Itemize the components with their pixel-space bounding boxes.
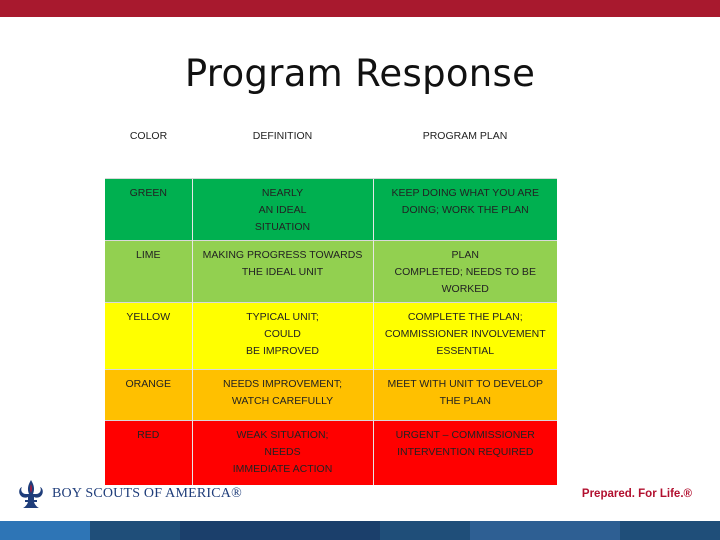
definition-cell	[192, 370, 373, 421]
definition-line: NEARLY	[261, 187, 304, 199]
table-row-yellow	[105, 303, 557, 370]
plan-line: MEET WITH UNIT TO DEVELOP	[387, 378, 544, 390]
plan-cell	[373, 179, 557, 241]
table-row-red	[105, 421, 557, 486]
definition-line: SITUATION	[254, 221, 311, 233]
definition-line: AN IDEAL	[258, 204, 307, 216]
plan-line: PLAN	[451, 249, 479, 261]
plan-cell	[373, 241, 557, 303]
header-definition: DEFINITION	[252, 130, 313, 142]
header-program-plan: PROGRAM PLAN	[422, 130, 508, 142]
table-row-orange	[105, 370, 557, 421]
definition-line: WATCH CAREFULLY	[231, 395, 334, 407]
color-cell: YELLOW	[105, 303, 192, 370]
plan-line: COMPLETE THE PLAN;	[407, 311, 523, 323]
definition-cell	[192, 303, 373, 370]
definition-line: MAKING PROGRESS TOWARDS	[202, 249, 363, 261]
definition-line: TYPICAL UNIT;	[246, 311, 319, 323]
plan-line: URGENT – COMMISSIONER	[395, 429, 535, 441]
definition-line: BE IMPROVED	[246, 345, 319, 357]
definition-cell	[192, 179, 373, 241]
table-row-lime	[105, 241, 557, 303]
fleur-de-lis-icon	[16, 478, 46, 512]
plan-cell	[373, 303, 557, 370]
color-cell: LIME	[105, 241, 192, 303]
color-cell: ORANGE	[105, 370, 192, 421]
top-accent-bar	[0, 0, 720, 17]
plan-line: WORKED	[441, 283, 489, 295]
definition-line: NEEDS IMPROVEMENT;	[222, 378, 343, 390]
definition-cell	[192, 421, 373, 486]
plan-line: INTERVENTION REQUIRED	[397, 446, 534, 458]
plan-line: ESSENTIAL	[436, 345, 495, 357]
footer-strip	[0, 521, 720, 540]
color-cell: GREEN	[105, 179, 192, 241]
table-row-green	[105, 179, 557, 241]
plan-line: COMPLETED; NEEDS TO BE	[394, 266, 536, 278]
plan-line: THE PLAN	[439, 395, 491, 407]
plan-cell	[373, 370, 557, 421]
definition-line: WEAK SITUATION;	[236, 429, 329, 441]
plan-cell	[373, 421, 557, 486]
plan-line: KEEP DOING WHAT YOU ARE	[391, 187, 539, 199]
definition-line: IMMEDIATE ACTION	[232, 463, 333, 475]
slide-title: Program Response	[184, 52, 536, 95]
org-name: BOY SCOUTS OF AMERICA®	[52, 486, 242, 501]
plan-line: DOING; WORK THE PLAN	[401, 204, 529, 216]
definition-cell	[192, 241, 373, 303]
definition-line: COULD	[264, 328, 301, 340]
definition-line: THE IDEAL UNIT	[241, 266, 324, 278]
header-color: COLOR	[129, 130, 168, 142]
color-cell: RED	[105, 421, 192, 486]
table-header-row	[105, 117, 557, 179]
plan-line: COMMISSIONER INVOLVEMENT	[384, 328, 546, 340]
program-response-table	[105, 117, 557, 485]
tagline: Prepared. For Life.®	[581, 488, 692, 500]
definition-line: NEEDS	[264, 446, 301, 458]
